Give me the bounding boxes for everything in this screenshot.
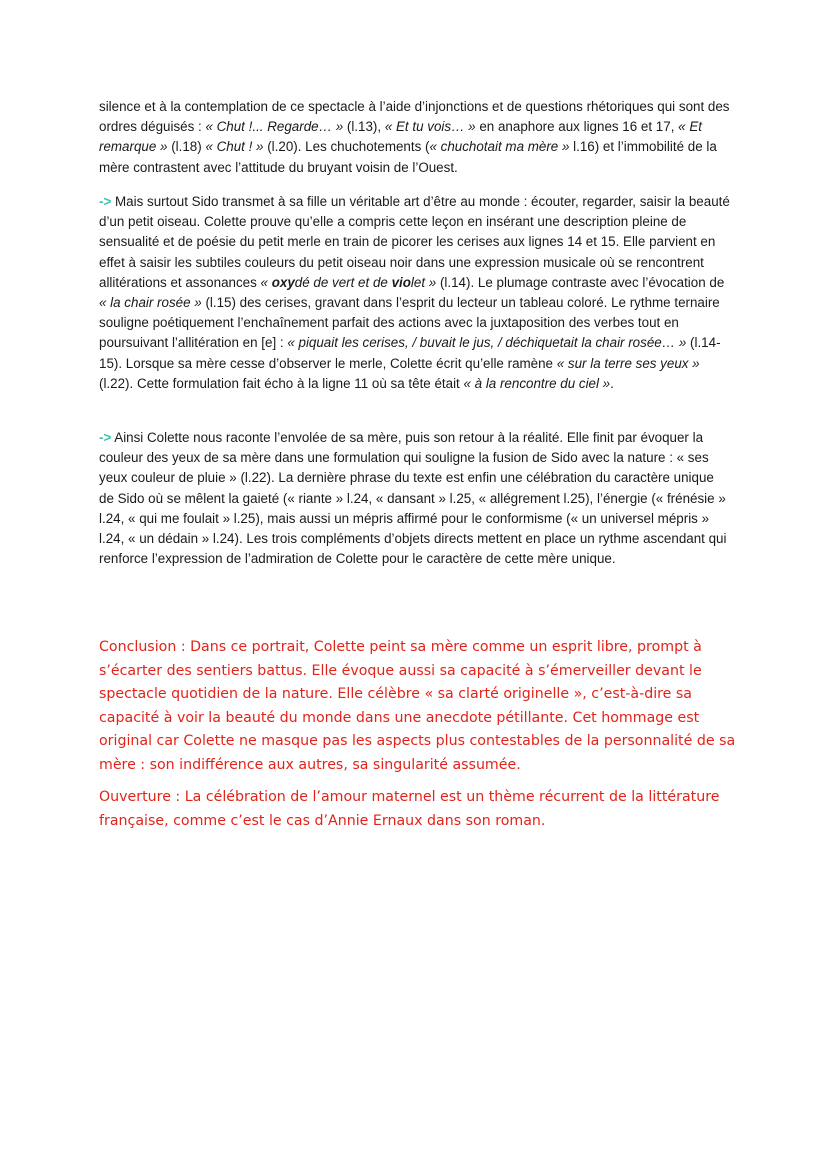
- quote: « sur la terre ses yeux »: [556, 355, 700, 371]
- quote: « à la rencontre du ciel »: [463, 375, 611, 391]
- text-run: (l.15) des cerises, gravant dans l’esprit du lecteur un tableau coloré. Le rythme ternaire souligne poétiquement l’enchaînement parfait des actions avec la juxtaposition des verbes tout en poursuivant l’allitération en [e] :: [99, 295, 720, 351]
- text-run: Mais surtout Sido transmet à sa fille un véritable art d’être au monde : écouter, regarder, saisir la beauté d’un petit oiseau. Colette prouve qu’elle a compris cette leçon en insérant une description pleine de sensualité et de poésie du petit merle en train de picorer les cerises aux lignes 14 et 15. Elle parvient en effet à saisir les subtiles couleurs du petit oiseau noir dans une expression musicale où se rencontrent allitérations et assonances: [99, 194, 730, 290]
- quote: dé de vert et de: [294, 274, 392, 290]
- quote-bold: oxy: [271, 274, 295, 290]
- paragraph-analysis-1: [99, 97, 731, 178]
- text-run: en anaphore aux lignes 16 et 17,: [475, 119, 679, 135]
- text-run: (l.14). Le plumage contraste avec l’évocation de: [436, 274, 725, 290]
- arrow-icon: ->: [99, 430, 112, 445]
- paragraph-analysis-3: [99, 428, 731, 569]
- text-run: (l.18): [167, 139, 206, 155]
- quote: « Et tu vois… »: [384, 119, 476, 135]
- quote: « Et remarque »: [99, 119, 702, 155]
- text-run: silence et à la contemplation de ce spectacle à l’aide d’injonctions et de questions rhétoriques qui sont des ordres déguisés :: [99, 99, 730, 135]
- paragraph-analysis-2: [99, 192, 731, 394]
- text-run: .: [610, 375, 614, 391]
- conclusion-paragraph: Conclusion : Dans ce portrait, Colette peint sa mère comme un esprit libre, prompt à s’écarter des sentiers battus. Elle évoque aussi sa capacité à s’émerveiller devant le spectacle quotidien de la nature. Elle célèbre « sa clarté originelle », c’est-à-dire sa capacité à voir la beauté du monde dans une anecdote pétillante. Cet hommage est original car Colette ne masque pas les aspects plus contestables de la personnalité de sa mère : son indifférence aux autres, sa singularité assumée.: [99, 639, 736, 773]
- quote: « chuchotait ma mère »: [429, 139, 570, 155]
- quote: « piquait les cerises, / buvait le jus, / déchiquetait la chair rosée… »: [287, 335, 687, 351]
- quote: let »: [410, 274, 437, 290]
- ouverture-paragraph: Ouverture : La célébration de l’amour maternel est un thème récurrent de la littérature française, comme c’est le cas d’Annie Ernaux dans son roman.: [99, 789, 720, 829]
- text-run: Ainsi Colette nous raconte l’envolée de sa mère, puis son retour à la réalité. Elle finit par évoquer la couleur des yeux de sa mère dans une formulation qui souligne la fusion de Sido avec la nature : « ses yeux couleur de pluie » (l.22). La dernière phrase du texte est enfin une célébration du caractère unique de Sido où se mêlent la gaieté (« riante » l.24, « dansant » l.25, « allégrement l.25), l’énergie (« frénésie » l.24, « qui me foulait » l.25), mais aussi un mépris affirmé pour le conformisme (« un universel mépris » l.24, « un dédain » l.24). Les trois compléments d’objets directs mettent en place un rythme ascendant qui renforce l’expression de l’admiration de Colette pour le caractère de cette mère unique.: [99, 430, 727, 567]
- text-run: (l.13),: [343, 119, 385, 135]
- quote: « Chut ! »: [205, 139, 264, 155]
- quote-bold: vio: [391, 274, 411, 290]
- text-run: (l.22). Cette formulation fait écho à la ligne 11 où sa tête était: [99, 375, 464, 391]
- quote: « la chair rosée »: [99, 295, 202, 311]
- quote: «: [260, 274, 272, 290]
- text-run: (l.14-15). Lorsque sa mère cesse d’observer le merle, Colette écrit qu’elle ramène: [99, 335, 721, 371]
- quote: « Chut !... Regarde… »: [205, 119, 344, 135]
- arrow-icon: ->: [99, 194, 112, 209]
- text-run: (l.20). Les chuchotements (: [263, 139, 430, 155]
- text-run: l.16) et l’immobilité de la mère contrastent avec l’attitude du bruyant voisin de l’Ouest.: [99, 139, 717, 175]
